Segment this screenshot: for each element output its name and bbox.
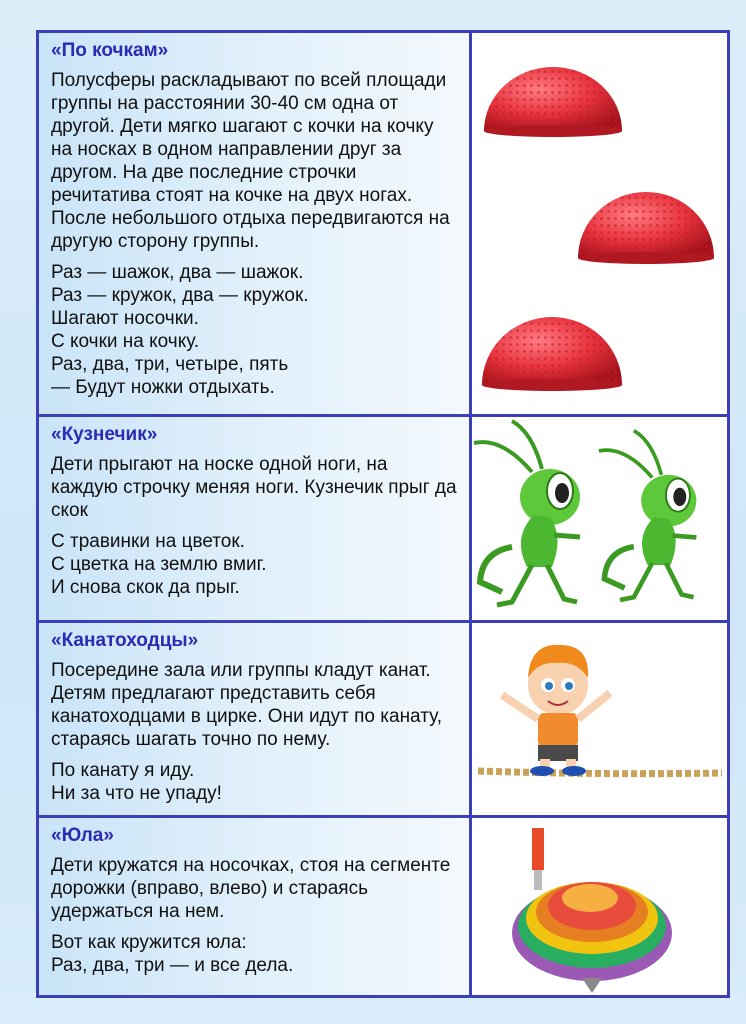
hemisphere-2	[578, 192, 714, 264]
verse-line: Раз — шажок, два — шажок.	[51, 262, 304, 283]
hemisphere-1	[484, 67, 622, 137]
verse-line: Шагают носочки.	[51, 308, 199, 329]
section-description: Полусферы раскладывают по всей площади группы на расстоянии 30-40 см одна от другой. Дети мягко шагают с кочки на кочку на носках в одном направлении друг за другом. На две последние строчки речитатива стоят на кочке на двух ногах. После небольшого отдыха передвигаются на другую сторону группы.	[51, 70, 450, 252]
boy-on-rope-icon	[472, 623, 727, 815]
verse-line: С цветка на землю вмиг.	[51, 554, 267, 575]
section-description: Дети прыгают на носке одной ноги, на каждую строчку меняя ноги. Кузнечик прыг да скок	[51, 454, 457, 521]
section-verse	[51, 931, 459, 977]
section-verse	[51, 759, 459, 805]
section-po-kochkam-image	[472, 33, 727, 414]
section-kanatokhodtsy-image	[472, 623, 727, 815]
verse-line: Вот как кружится юла:	[51, 932, 247, 953]
verse-line: С кочки на кочку.	[51, 331, 200, 352]
verse-line: По канату я иду.	[51, 760, 195, 781]
section-verse	[51, 530, 459, 599]
section-description: Посередине зала или группы кладут канат. Детям предлагают представить себя канатоходцами в цирке. Они идут по канату, стараясь шагать точно по нему.	[51, 660, 443, 750]
verse-line: — Будут ножки отдыхать.	[51, 377, 275, 398]
exercise-table	[36, 30, 730, 998]
section-yula-image	[472, 818, 727, 995]
verse-line: С травинки на цветок.	[51, 531, 245, 552]
grasshopper-2	[599, 431, 697, 600]
section-title: «Канатоходцы»	[51, 630, 199, 651]
verse-line: И снова скок да прыг.	[51, 577, 240, 598]
section-description: Дети кружатся на носочках, стоя на сегменте дорожки (вправо, влево) и стараясь удержаться на нем.	[51, 855, 451, 922]
hemispheres-icon	[472, 33, 727, 414]
grasshoppers-icon	[472, 417, 727, 620]
verse-line: Раз, два, три, четыре, пять	[51, 354, 289, 375]
verse-line: Ни за что не упаду!	[51, 783, 222, 804]
verse-line: Раз, два, три — и все дела.	[51, 955, 294, 976]
spinning-top-icon	[472, 818, 727, 995]
section-kanatokhodtsy-text	[39, 623, 469, 815]
hemisphere-3	[482, 317, 622, 391]
section-kuznechik-image	[472, 417, 727, 620]
section-verse	[51, 261, 459, 399]
grasshopper-1	[474, 421, 580, 605]
verse-line: Раз — кружок, два — кружок.	[51, 285, 309, 306]
section-kuznechik-text	[39, 417, 469, 620]
section-title: «Кузнечик»	[51, 424, 158, 445]
section-title: «Юла»	[51, 825, 114, 846]
section-yula-text	[39, 818, 469, 995]
section-po-kochkam-text	[39, 33, 469, 414]
section-title: «По кочкам»	[51, 40, 169, 61]
